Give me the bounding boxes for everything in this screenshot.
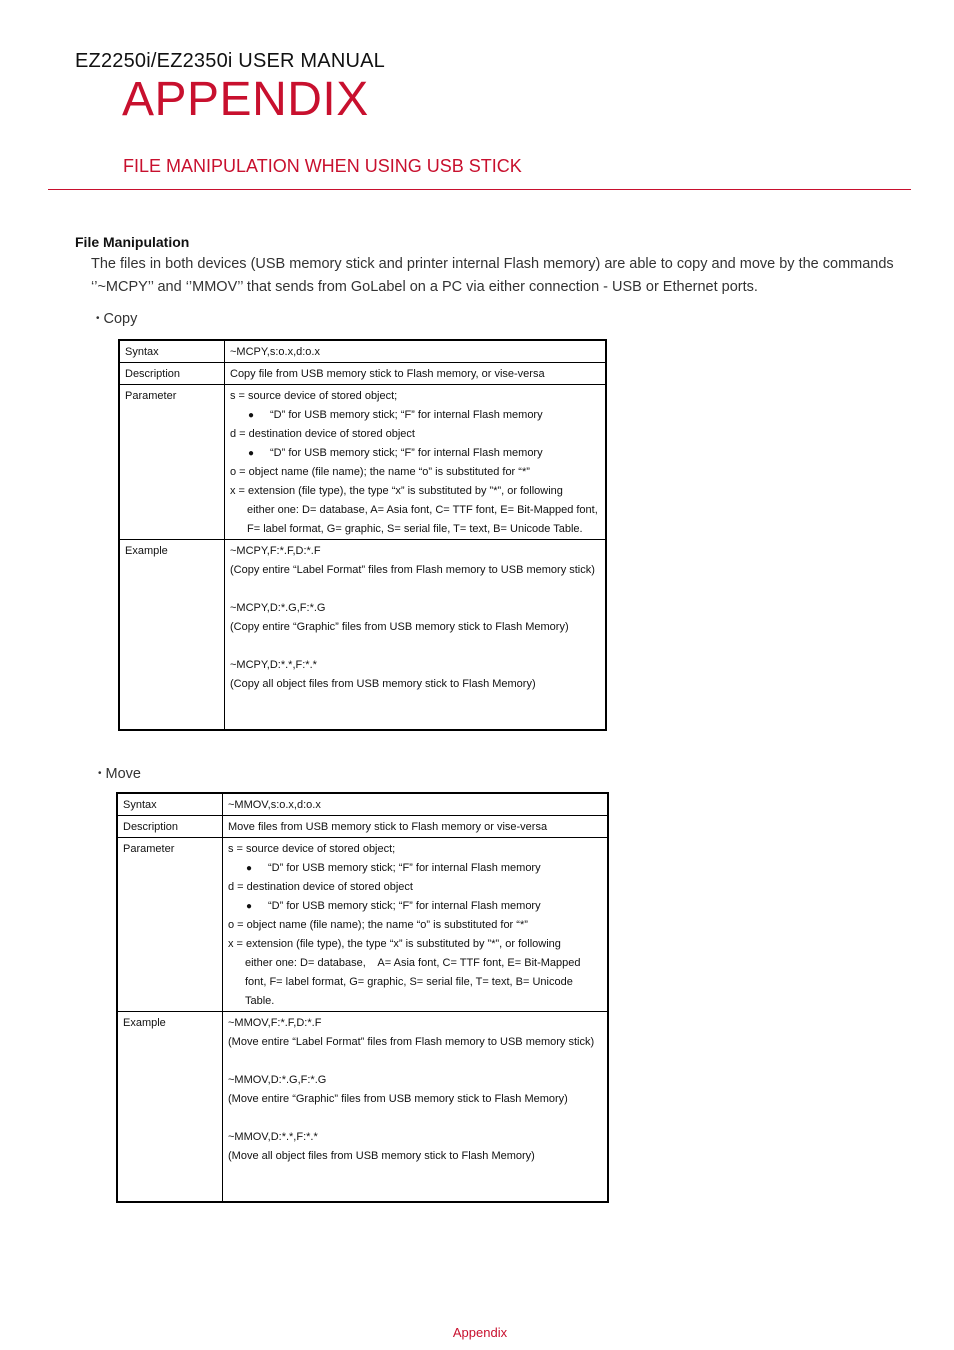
intro-paragraph: The files in both devices (USB memory stick and printer internal Flash memory) are able to copy and move by the commands ‘’~MCPY’’ and ‘’MMOV’’ that sends from GoLabel on a PC via either connection - USB or Ethernet ports.: [91, 256, 894, 295]
copy-command-table: [118, 339, 607, 731]
param-d-option: ● “D” for USB memory stick; “F” for internal Flash memory: [228, 897, 602, 916]
description-value: Copy file from USB memory stick to Flash memory, or vise-versa: [225, 363, 607, 385]
table-row: [119, 385, 606, 540]
param-o: o = object name (file name); the name “o” is substituted for “*”: [230, 466, 530, 478]
copy-heading: [96, 311, 137, 327]
description-label: Description: [117, 816, 223, 838]
param-x-continued: either one: D= database, A= Asia font, C= TTF font, E= Bit-Mapped font, F= label format, G= graphic, S= serial file, T= text, B= Unicode Table.: [247, 504, 598, 535]
param-s: s = source device of stored object;: [228, 843, 396, 855]
parameter-label: Parameter: [119, 385, 225, 540]
move-command-table: [116, 792, 609, 1203]
syntax-value: ~MMOV,s:o.x,d:o.x: [223, 793, 609, 816]
parameter-value: [225, 385, 607, 540]
example-label: Example: [119, 540, 225, 731]
bullet-icon: ●: [248, 448, 255, 459]
param-x: x = extension (file type), the type “x” is substituted by ”*”, or following: [228, 938, 561, 950]
description-label: Description: [119, 363, 225, 385]
example-command: ~MMOV,F:*.F,D:*.F: [228, 1017, 322, 1029]
appendix-title: APPENDIX: [122, 73, 369, 126]
bullet-icon: ●: [246, 901, 253, 912]
example-label: Example: [117, 1012, 223, 1203]
example-description: (Copy entire “Graphic” files from USB memory stick to Flash Memory): [230, 621, 569, 633]
example-description: (Copy entire “Label Format” files from Flash memory to USB memory stick): [230, 564, 595, 576]
example-command: ~MCPY,D:*.*,F:*.*: [230, 659, 317, 671]
table-row: [117, 1012, 608, 1203]
param-d: d = destination device of stored object: [230, 428, 415, 440]
table-row: [119, 363, 606, 385]
bullet-icon: •: [98, 768, 102, 779]
example-description: (Move entire “Graphic” files from USB memory stick to Flash Memory): [228, 1093, 568, 1105]
table-row: [117, 838, 608, 1012]
bullet-icon: •: [96, 313, 100, 324]
move-heading: [98, 766, 141, 782]
param-s-option: ● “D” for USB memory stick; “F” for internal Flash memory: [230, 406, 600, 425]
example-command: ~MCPY,F:*.F,D:*.F: [230, 545, 321, 557]
copy-label: Copy: [103, 311, 138, 327]
example-description: (Move all object files from USB memory stick to Flash Memory): [228, 1150, 535, 1162]
syntax-label: Syntax: [119, 340, 225, 363]
table-row: [117, 793, 608, 816]
table-row: [117, 816, 608, 838]
example-command: ~MMOV,D:*.*,F:*.*: [228, 1131, 318, 1143]
syntax-label: Syntax: [117, 793, 223, 816]
example-command: ~MMOV,D:*.G,F:*.G: [228, 1074, 327, 1086]
example-description: (Move entire “Label Format” files from Flash memory to USB memory stick): [228, 1036, 595, 1048]
bullet-icon: ●: [246, 863, 253, 874]
param-d: d = destination device of stored object: [228, 881, 413, 893]
section-title: FILE MANIPULATION WHEN USING USB STICK: [123, 156, 522, 176]
param-x-continued: either one: D= database, A= Asia font, C= TTF font, E= Bit-Mapped font, F= label format, G= graphic, S= serial file, T= text, B= Unicode Table.: [245, 957, 584, 1007]
param-s: s = source device of stored object;: [230, 390, 398, 402]
example-value: [225, 540, 607, 731]
move-label: Move: [105, 766, 141, 782]
sub-heading: File Manipulation: [75, 234, 190, 250]
parameter-value: [223, 838, 609, 1012]
manual-title: EZ2250i/EZ2350i USER MANUAL: [75, 50, 385, 72]
description-value: Move files from USB memory stick to Flash memory or vise-versa: [223, 816, 609, 838]
section-divider: [48, 189, 911, 190]
bullet-icon: ●: [248, 410, 255, 421]
param-s-option: ● “D” for USB memory stick; “F” for internal Flash memory: [228, 859, 602, 878]
table-row: [119, 340, 606, 363]
example-command: ~MCPY,D:*.G,F:*.G: [230, 602, 326, 614]
footer-label: Appendix: [452, 1325, 508, 1340]
param-d-option: ● “D” for USB memory stick; “F” for internal Flash memory: [230, 444, 600, 463]
example-description: (Copy all object files from USB memory stick to Flash Memory): [230, 678, 536, 690]
syntax-value: ~MCPY,s:o.x,d:o.x: [225, 340, 607, 363]
param-o: o = object name (file name); the name “o” is substituted for “*”: [228, 919, 528, 931]
parameter-label: Parameter: [117, 838, 223, 1012]
param-x: x = extension (file type), the type “x” is substituted by ”*”, or following: [230, 485, 563, 497]
example-value: [223, 1012, 609, 1203]
table-row: [119, 540, 606, 731]
